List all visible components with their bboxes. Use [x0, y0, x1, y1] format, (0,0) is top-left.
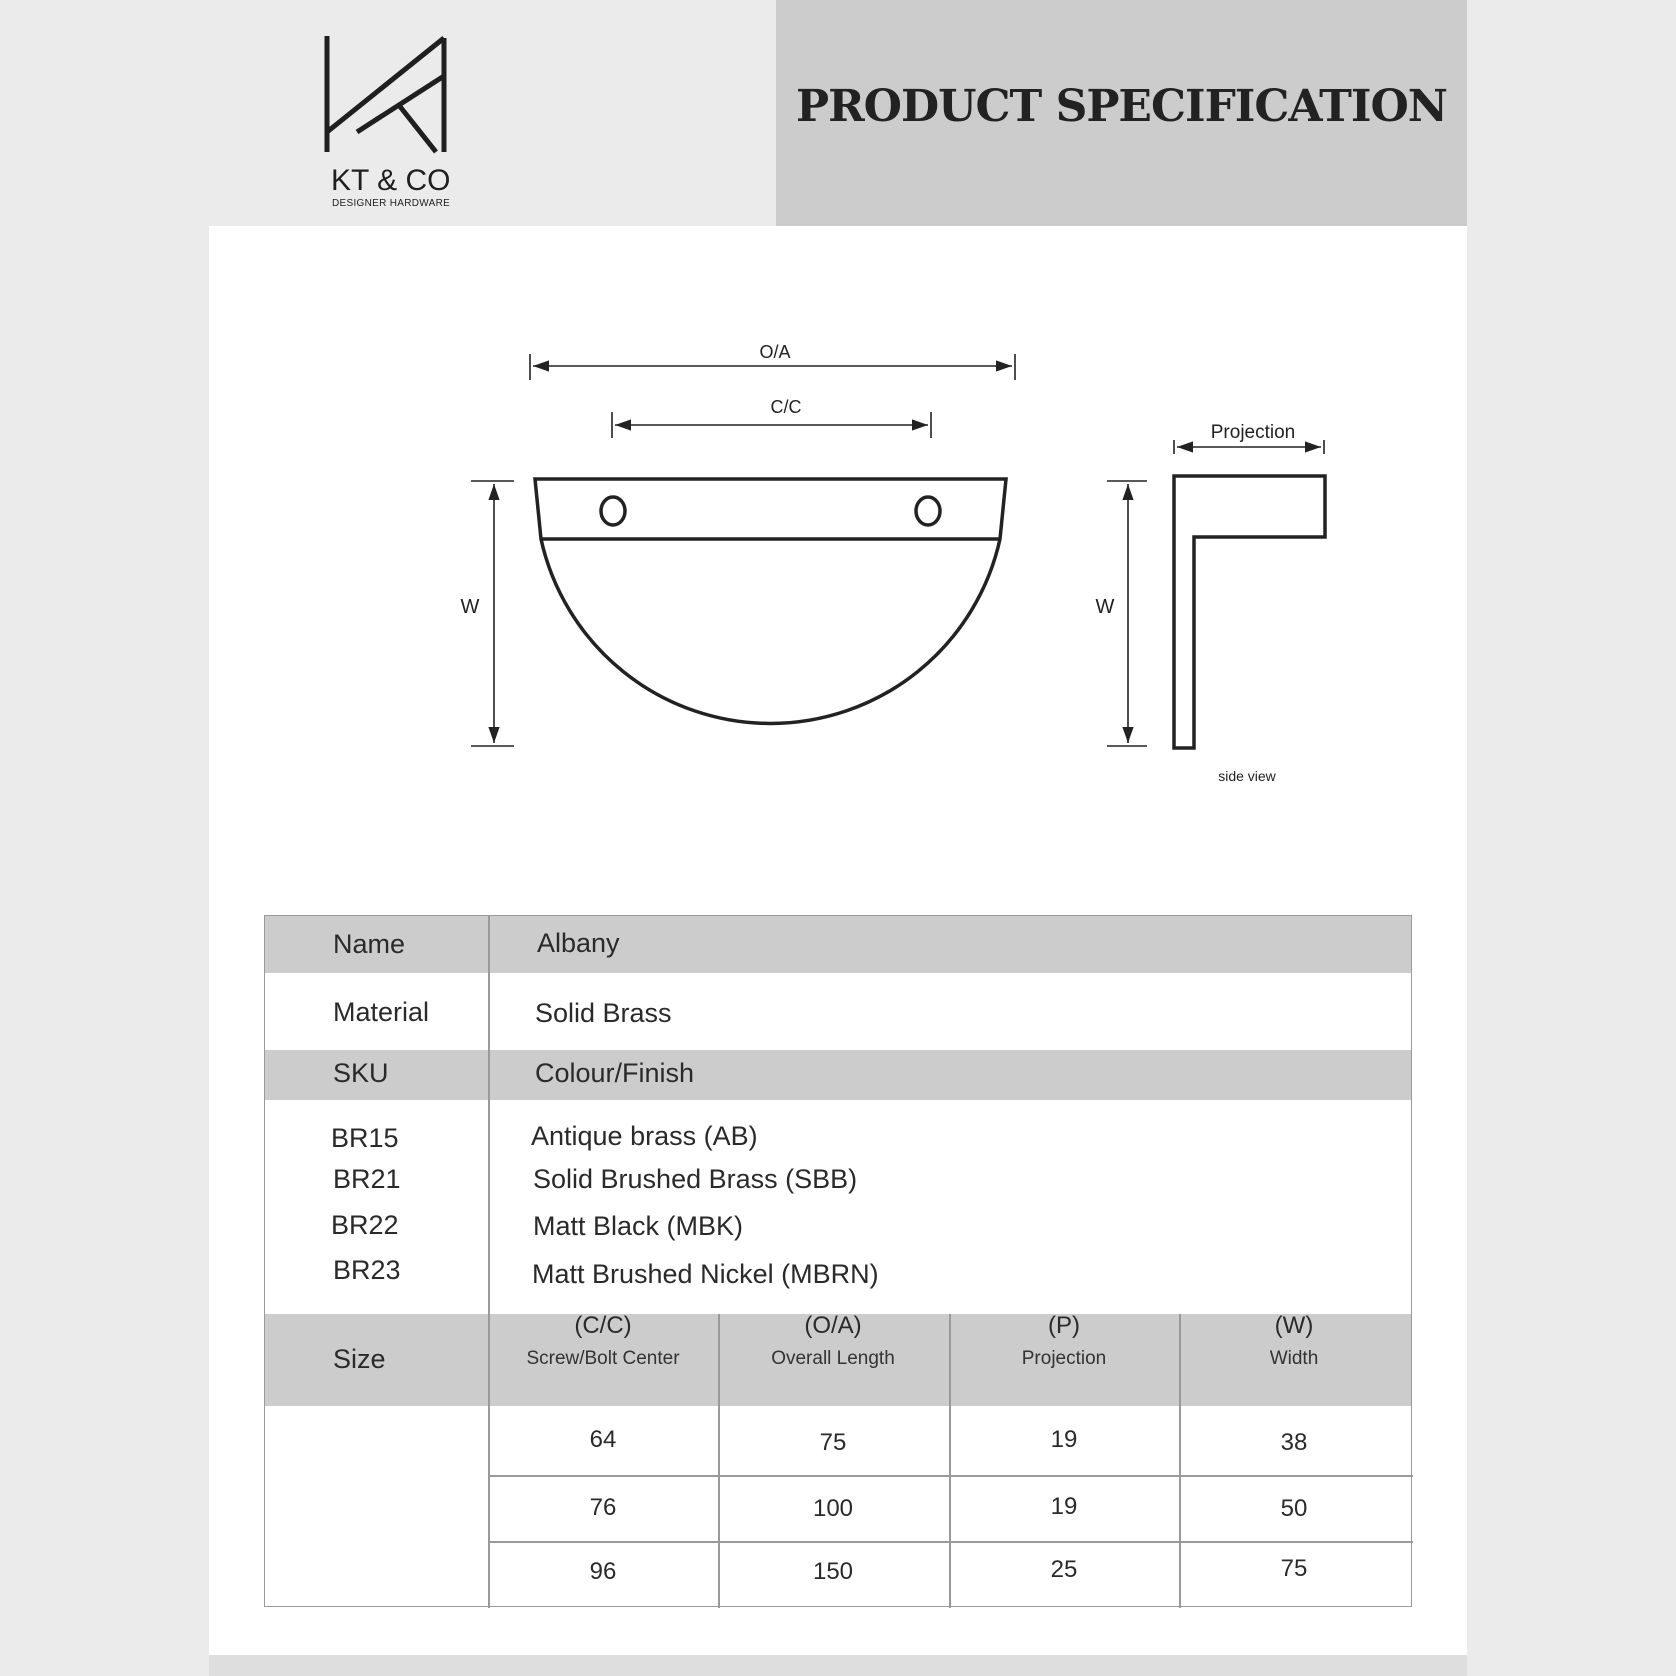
w-label-front: W	[460, 596, 480, 618]
size-cell: 75	[819, 1429, 847, 1456]
front-view	[535, 479, 1006, 723]
header-logo-area	[209, 0, 776, 226]
size-cell: 19	[1050, 1493, 1078, 1520]
finish-item: Matt Brushed Nickel (MBRN)	[532, 1259, 879, 1289]
finish-item: Matt Black (MBK)	[533, 1211, 744, 1241]
w-label-side: W	[1095, 596, 1115, 618]
brand-name: KT & CO	[331, 164, 451, 197]
cc-label: C/C	[770, 397, 802, 417]
size-cell: 75	[1280, 1555, 1308, 1582]
sku-item: BR21	[333, 1164, 401, 1194]
footer-bar	[209, 1655, 1467, 1676]
name-label: Name	[333, 929, 406, 959]
page-title: PRODUCT SPECIFICATION	[795, 80, 1448, 132]
side-view-label: side view	[1218, 768, 1276, 784]
technical-drawing	[209, 330, 1467, 800]
size-header-desc: Overall Length	[771, 1348, 895, 1369]
size-header-desc: Width	[1269, 1348, 1319, 1369]
oa-label: O/A	[759, 342, 791, 362]
size-header-desc: Projection	[1021, 1348, 1107, 1369]
size-header-desc: Screw/Bolt Center	[526, 1348, 680, 1369]
size-header-code: (W)	[1274, 1312, 1314, 1339]
material-value: Solid Brass	[535, 998, 672, 1028]
size-header-w	[1179, 1312, 1409, 1370]
size-header-code: (P)	[1048, 1312, 1080, 1339]
finish-item: Antique brass (AB)	[531, 1121, 758, 1151]
sku-item: BR22	[331, 1210, 399, 1240]
size-cell: 50	[1280, 1495, 1308, 1522]
spec-table	[264, 915, 1412, 1607]
size-header-cc	[488, 1312, 718, 1370]
sku-label: SKU	[333, 1058, 389, 1088]
row-divider	[488, 1475, 1413, 1477]
sku-item: BR15	[331, 1123, 399, 1153]
finish-item: Solid Brushed Brass (SBB)	[533, 1164, 858, 1194]
size-header-code: (C/C)	[574, 1312, 632, 1339]
brand-tagline: DESIGNER HARDWARE	[332, 198, 451, 209]
size-header-code: (O/A)	[804, 1312, 862, 1339]
size-cell: 19	[1050, 1426, 1078, 1453]
size-header-oa	[718, 1312, 948, 1370]
spec-sheet	[209, 0, 1467, 1676]
size-cell: 96	[589, 1558, 617, 1585]
screw-hole-left-icon	[601, 497, 625, 525]
size-cell: 25	[1050, 1556, 1078, 1583]
material-label: Material	[333, 997, 430, 1027]
header-title-area	[776, 0, 1467, 226]
size-cell: 150	[812, 1558, 854, 1585]
name-value: Albany	[537, 928, 620, 958]
side-view-profile	[1174, 476, 1325, 748]
sku-row-band	[265, 1050, 1411, 1100]
projection-label: Projection	[1210, 422, 1296, 443]
size-cell: 64	[589, 1426, 617, 1453]
row-divider	[488, 1541, 1413, 1543]
size-label: Size	[333, 1344, 386, 1374]
size-header-p	[949, 1312, 1179, 1370]
size-cell: 100	[812, 1495, 854, 1522]
sku-item: BR23	[333, 1255, 401, 1285]
name-row-band	[265, 916, 1411, 973]
size-cell: 38	[1280, 1429, 1308, 1456]
finish-label: Colour/Finish	[535, 1058, 695, 1088]
screw-hole-right-icon	[916, 497, 940, 525]
size-cell: 76	[589, 1494, 617, 1521]
